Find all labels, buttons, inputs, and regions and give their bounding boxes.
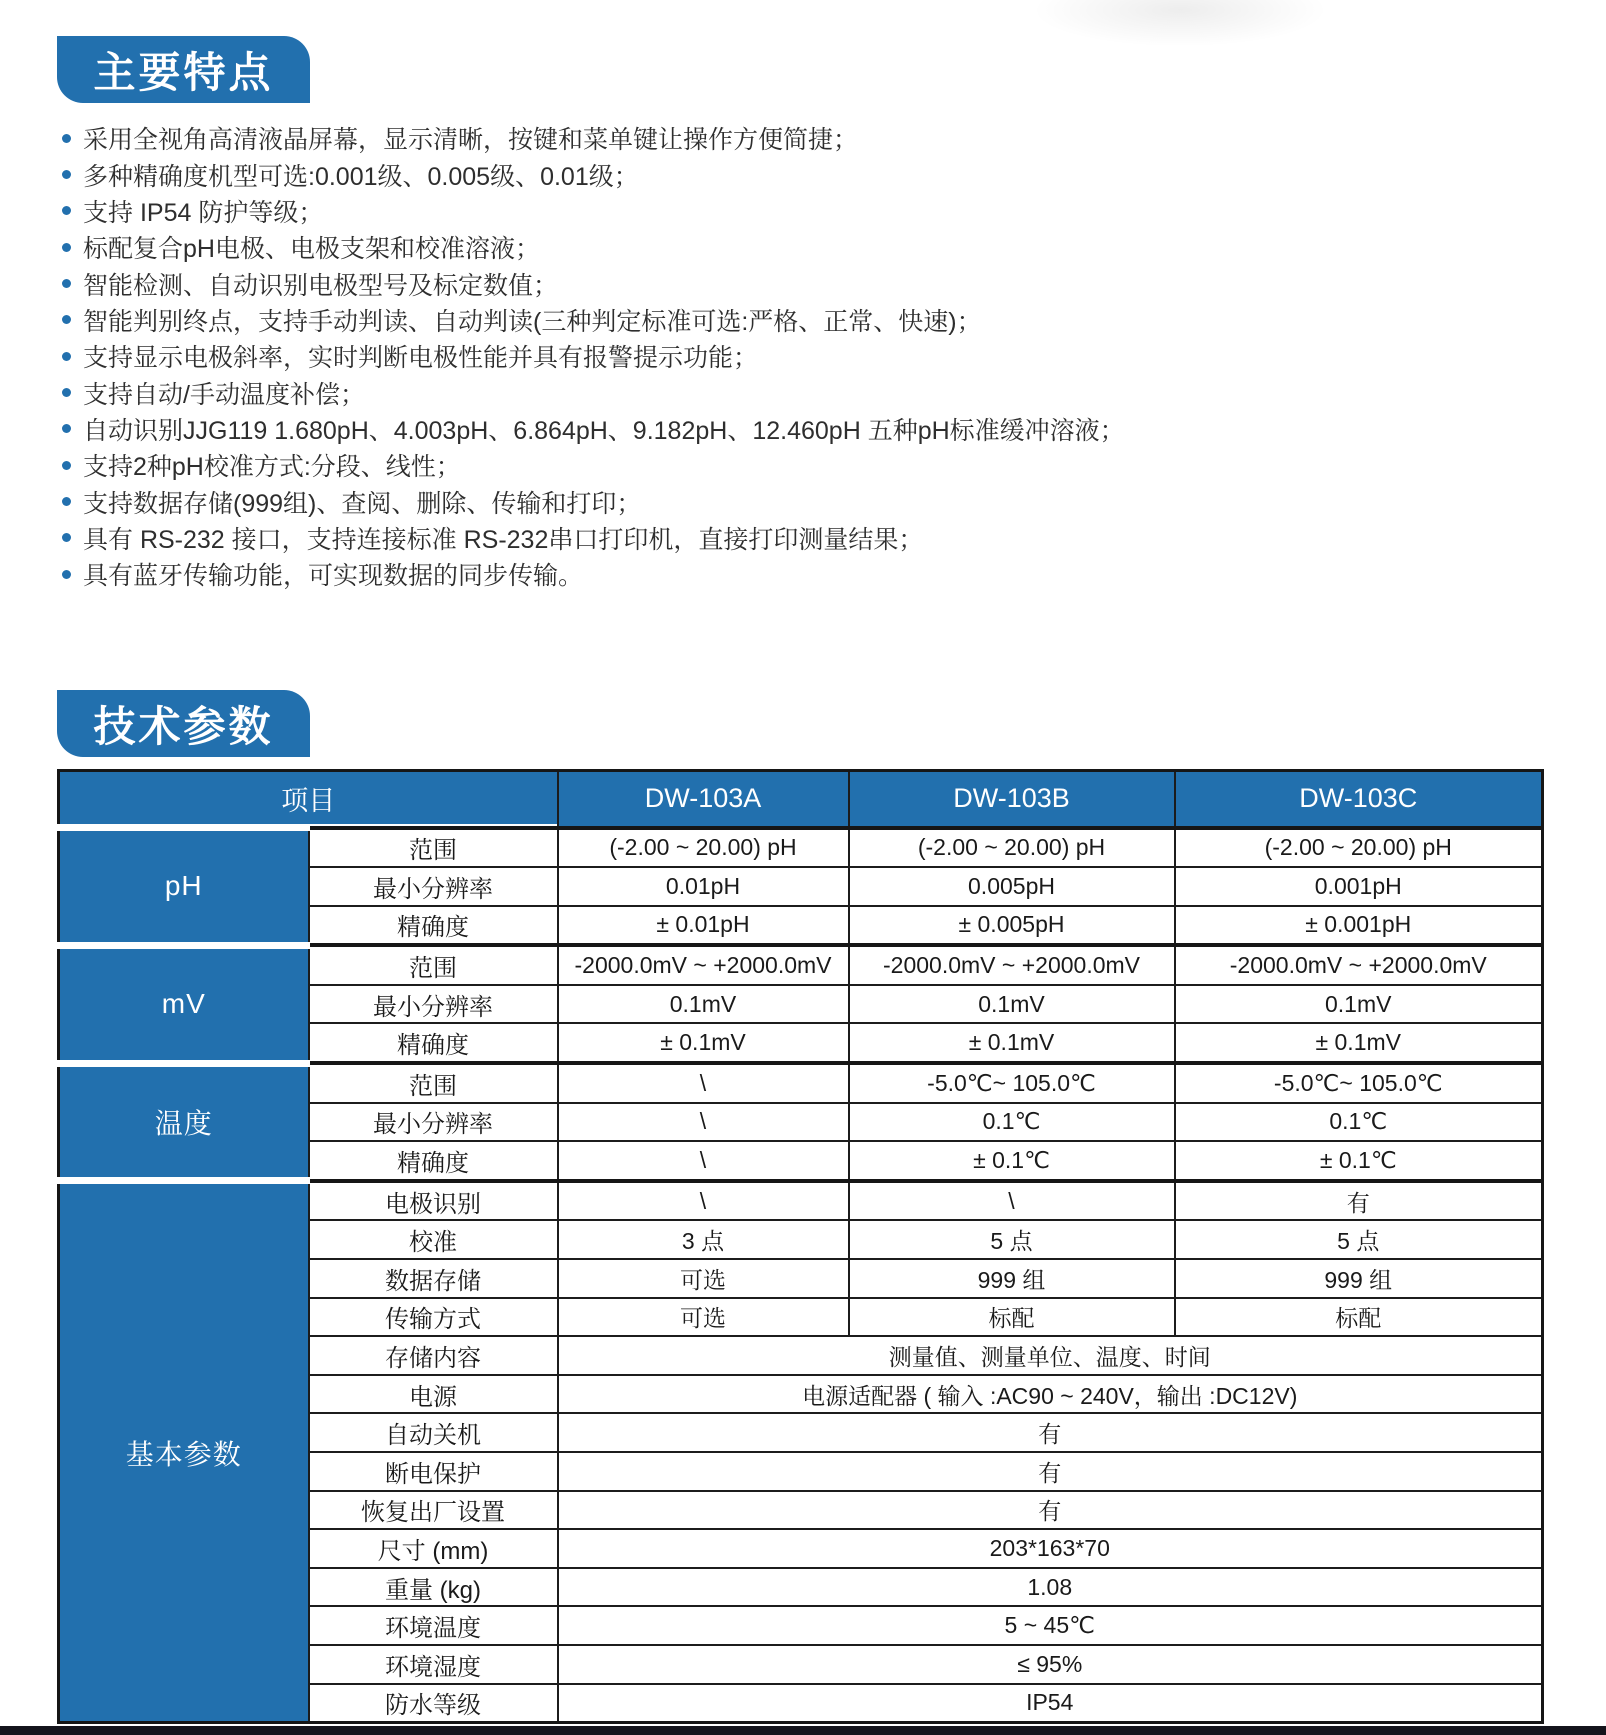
cell-c: 5 点	[1175, 1220, 1543, 1259]
col-header-dw103c: DW-103C	[1175, 771, 1543, 828]
feature-text: 支持 IP54 防护等级；	[83, 198, 324, 227]
list-item	[60, 338, 1560, 374]
bullet-dot-icon	[62, 533, 71, 542]
cell-param: 重量 (kg)	[309, 1568, 558, 1607]
cell-param: 自动关机	[309, 1413, 558, 1452]
cell-param: 最小分辨率	[309, 867, 558, 906]
bullet-dot-icon	[62, 170, 71, 179]
cell-c: 0.001pH	[1175, 867, 1543, 906]
cell-param: 精确度	[309, 1023, 558, 1063]
cell-span: 5 ~ 45℃	[558, 1606, 1543, 1645]
list-item	[60, 229, 1560, 265]
cell-span: ≤ 95%	[558, 1645, 1543, 1684]
footer-bar	[0, 1726, 1606, 1735]
cell-a: \	[558, 1063, 849, 1103]
feature-text: 智能检测、自动识别电极型号及标定数值；	[83, 271, 559, 300]
row-mv-range	[59, 945, 1543, 985]
cell-param: 断电保护	[309, 1452, 558, 1491]
group-label-basic: 基本参数	[59, 1181, 309, 1723]
cell-param: 最小分辨率	[309, 985, 558, 1024]
feature-text: 具有蓝牙传输功能，可实现数据的同步传输。	[83, 562, 584, 591]
bullet-dot-icon	[62, 461, 71, 470]
feature-list	[60, 120, 1560, 592]
cell-a: 0.1mV	[558, 985, 849, 1024]
group-label-mv: mV	[59, 945, 309, 1063]
feature-text: 支持数据存储(999组)、查阅、删除、传输和打印；	[83, 489, 642, 518]
bullet-dot-icon	[62, 279, 71, 288]
cell-param: 电极识别	[309, 1181, 558, 1221]
feature-text: 多种精确度机型可选:0.001级、0.005级、0.01级；	[83, 162, 639, 191]
bullet-dot-icon	[62, 497, 71, 506]
cell-b: ± 0.005pH	[849, 906, 1175, 946]
cell-span: 有	[558, 1413, 1543, 1452]
cell-b: \	[849, 1181, 1175, 1221]
cell-b: -5.0℃~ 105.0℃	[849, 1063, 1175, 1103]
list-item	[60, 302, 1560, 338]
feature-text: 具有 RS-232 接口，支持连接标准 RS-232串口打印机，直接打印测量结果；	[83, 525, 924, 554]
cell-c: 有	[1175, 1181, 1543, 1221]
bullet-dot-icon	[62, 315, 71, 324]
row-temp-range	[59, 1063, 1543, 1103]
bullet-dot-icon	[62, 570, 71, 579]
cell-span: IP54	[558, 1684, 1543, 1723]
row-ph-range	[59, 828, 1543, 868]
spec-table	[57, 769, 1544, 1724]
list-item	[60, 120, 1560, 156]
cell-b: 标配	[849, 1298, 1175, 1337]
section-title-features	[57, 36, 310, 103]
cell-param: 尺寸 (mm)	[309, 1529, 558, 1568]
cell-c: ± 0.1℃	[1175, 1141, 1543, 1181]
cell-a: 3 点	[558, 1220, 849, 1259]
cell-span: 203*163*70	[558, 1529, 1543, 1568]
cell-param: 范围	[309, 828, 558, 868]
cell-param: 恢复出厂设置	[309, 1491, 558, 1530]
list-item	[60, 193, 1560, 229]
cell-param: 范围	[309, 945, 558, 985]
feature-text: 采用全视角高清液晶屏幕，显示清晰，按键和菜单键让操作方便简捷；	[83, 126, 859, 155]
list-item	[60, 265, 1560, 301]
cell-a: 可选	[558, 1298, 849, 1337]
cell-span: 有	[558, 1452, 1543, 1491]
cell-b: 999 组	[849, 1259, 1175, 1298]
cell-param: 精确度	[309, 906, 558, 946]
cell-b: 5 点	[849, 1220, 1175, 1259]
col-header-dw103a: DW-103A	[558, 771, 849, 828]
cell-b: (-2.00 ~ 20.00) pH	[849, 828, 1175, 868]
cell-c: -2000.0mV ~ +2000.0mV	[1175, 945, 1543, 985]
cell-c: 999 组	[1175, 1259, 1543, 1298]
list-item	[60, 520, 1560, 556]
cell-param: 校准	[309, 1220, 558, 1259]
cell-c: ± 0.1mV	[1175, 1023, 1543, 1063]
cell-c: -5.0℃~ 105.0℃	[1175, 1063, 1543, 1103]
cell-a: ± 0.01pH	[558, 906, 849, 946]
list-item	[60, 483, 1560, 519]
cell-param: 最小分辨率	[309, 1103, 558, 1142]
cell-c: 标配	[1175, 1298, 1543, 1337]
cell-param: 环境湿度	[309, 1645, 558, 1684]
col-header-item: 项目	[59, 771, 558, 828]
cell-c: 0.1℃	[1175, 1103, 1543, 1142]
cell-a: 可选	[558, 1259, 849, 1298]
list-item	[60, 374, 1560, 410]
bullet-dot-icon	[62, 388, 71, 397]
feature-text: 支持自动/手动温度补偿；	[83, 380, 365, 409]
cell-param: 防水等级	[309, 1684, 558, 1723]
feature-text: 自动识别JJG119 1.680pH、4.003pH、6.864pH、9.182pH、12.460pH 五种pH标准缓冲溶液；	[83, 416, 1125, 445]
cell-c: (-2.00 ~ 20.00) pH	[1175, 828, 1543, 868]
list-item	[60, 447, 1560, 483]
cell-a: \	[558, 1181, 849, 1221]
cell-param: 存储内容	[309, 1336, 558, 1375]
cell-b: 0.005pH	[849, 867, 1175, 906]
bullet-dot-icon	[62, 424, 71, 433]
shadow-smudge	[1020, 0, 1340, 50]
feature-text: 智能判别终点，支持手动判读、自动判读(三种判定标准可选:严格、正常、快速)；	[83, 307, 982, 336]
list-item	[60, 411, 1560, 447]
cell-span: 1.08	[558, 1568, 1543, 1607]
cell-a: 0.01pH	[558, 867, 849, 906]
feature-text: 支持显示电极斜率，实时判断电极性能并具有报警提示功能；	[83, 344, 759, 373]
col-header-dw103b: DW-103B	[849, 771, 1175, 828]
bullet-dot-icon	[62, 243, 71, 252]
cell-c: 0.1mV	[1175, 985, 1543, 1024]
cell-c: ± 0.001pH	[1175, 906, 1543, 946]
cell-span: 有	[558, 1491, 1543, 1530]
list-item	[60, 156, 1560, 192]
cell-b: 0.1℃	[849, 1103, 1175, 1142]
section-title-specs	[57, 690, 310, 757]
bullet-dot-icon	[62, 352, 71, 361]
cell-param: 精确度	[309, 1141, 558, 1181]
cell-param: 电源	[309, 1375, 558, 1414]
cell-param: 数据存储	[309, 1259, 558, 1298]
cell-a: \	[558, 1141, 849, 1181]
cell-param: 范围	[309, 1063, 558, 1103]
table-header-row	[59, 771, 1543, 828]
feature-text: 标配复合pH电极、电极支架和校准溶液；	[83, 235, 540, 264]
cell-b: ± 0.1℃	[849, 1141, 1175, 1181]
feature-text: 支持2种pH校准方式:分段、线性；	[83, 453, 461, 482]
cell-a: ± 0.1mV	[558, 1023, 849, 1063]
bullet-dot-icon	[62, 206, 71, 215]
cell-param: 环境温度	[309, 1606, 558, 1645]
row-electrode-id	[59, 1181, 1543, 1221]
section-title-features-label: 主要特点	[93, 48, 274, 96]
group-label-ph: pH	[59, 828, 309, 946]
cell-a: \	[558, 1103, 849, 1142]
cell-span: 测量值、测量单位、温度、时间	[558, 1336, 1543, 1375]
cell-span: 电源适配器 ( 输入 :AC90 ~ 240V，输出 :DC12V)	[558, 1375, 1543, 1414]
bullet-dot-icon	[62, 134, 71, 143]
cell-b: ± 0.1mV	[849, 1023, 1175, 1063]
cell-a: (-2.00 ~ 20.00) pH	[558, 828, 849, 868]
cell-b: -2000.0mV ~ +2000.0mV	[849, 945, 1175, 985]
list-item	[60, 556, 1560, 592]
cell-b: 0.1mV	[849, 985, 1175, 1024]
section-title-specs-label: 技术参数	[93, 702, 274, 750]
cell-param: 传输方式	[309, 1298, 558, 1337]
group-label-temp: 温度	[59, 1063, 309, 1181]
cell-a: -2000.0mV ~ +2000.0mV	[558, 945, 849, 985]
